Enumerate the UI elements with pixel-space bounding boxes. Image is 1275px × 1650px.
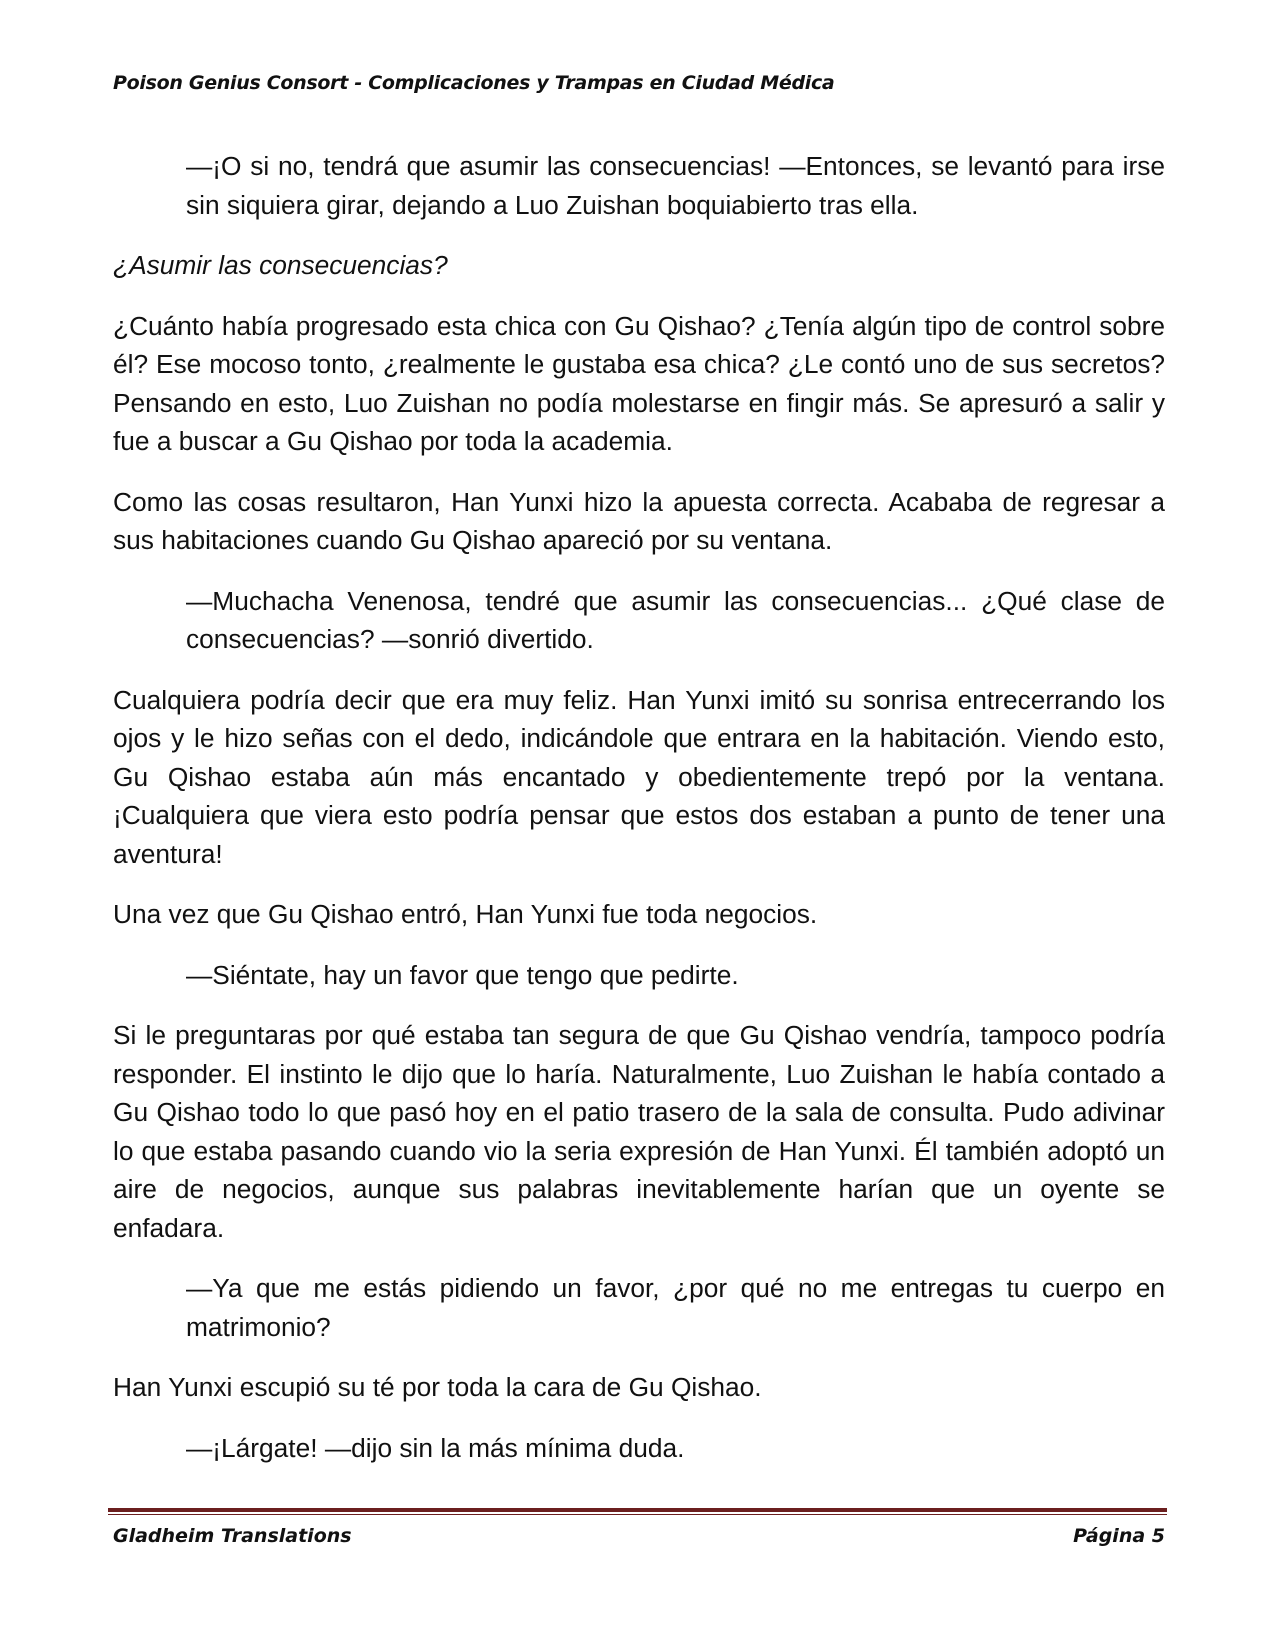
dialogue-paragraph: —Ya que me estás pidiendo un favor, ¿por qué no me entregas tu cuerpo en matrimonio? — [186, 1273, 1165, 1342]
narration-paragraph: Una vez que Gu Qishao entró, Han Yunxi fue toda negocios. — [113, 899, 818, 929]
narration-paragraph: Han Yunxi escupió su té por toda la cara de Gu Qishao. — [113, 1372, 762, 1402]
narration-paragraph: Cualquiera podría decir que era muy feliz. Han Yunxi imitó su sonrisa entrecerrando los ojos y le hizo señas con el dedo, indicándole que entrara en la habitación. Viendo esto, Gu Qishao estaba aún más encantado y obedientemente trepó por la ventana. ¡Cualquiera que viera esto podría pensar que estos dos estaban a punto de tener una aventura! — [113, 684, 1165, 869]
footer-translator: Gladheim Translations — [113, 1525, 352, 1547]
page-number: Página 5 — [1073, 1525, 1165, 1547]
page-header-title: Poison Genius Consort - Complicaciones y Trampas en Ciudad Médica — [113, 72, 835, 94]
narration-paragraph: ¿Cuánto había progresado esta chica con Gu Qishao? ¿Tenía algún tipo de control sobre él? Ese mocoso tonto, ¿realmente le gustaba esa chica? ¿Le contó uno de sus secretos? Pensando en esto, Luo Zuishan no podía molestarse en fingir más. Se apresuró a salir y fue a buscar a Gu Qishao por toda la academia. — [113, 310, 1165, 456]
footer-divider — [108, 1508, 1167, 1512]
narration-paragraph: Como las cosas resultaron, Han Yunxi hizo la apuesta correcta. Acababa de regresar a sus habitaciones cuando Gu Qishao apareció por su ventana. — [113, 486, 1165, 555]
dialogue-paragraph: —¡Lárgate! —dijo sin la más mínima duda. — [186, 1432, 685, 1463]
dialogue-paragraph: —Siéntate, hay un favor que tengo que pedirte. — [186, 959, 739, 990]
footer-divider-thin — [108, 1514, 1167, 1515]
dialogue-paragraph: —Muchacha Venenosa, tendré que asumir las consecuencias... ¿Qué clase de consecuencias? —sonrió divertido. — [186, 585, 1165, 654]
italic-paragraph: ¿Asumir las consecuencias? — [113, 250, 448, 280]
document-body — [113, 147, 1165, 1489]
dialogue-paragraph: —¡O si no, tendrá que asumir las consecuencias! —Entonces, se levantó para irse sin siquiera girar, dejando a Luo Zuishan boquiabierto tras ella. — [186, 151, 1165, 220]
narration-paragraph: Si le preguntaras por qué estaba tan segura de que Gu Qishao vendría, tampoco podría responder. El instinto le dijo que lo haría. Naturalmente, Luo Zuishan le había contado a Gu Qishao todo lo que pasó hoy en el patio trasero de la sala de consulta. Pudo adivinar lo que estaba pasando cuando vio la seria expresión de Han Yunxi. Él también adoptó un aire de negocios, aunque sus palabras inevitablemente harían que un oyente se enfadara. — [113, 1020, 1165, 1243]
